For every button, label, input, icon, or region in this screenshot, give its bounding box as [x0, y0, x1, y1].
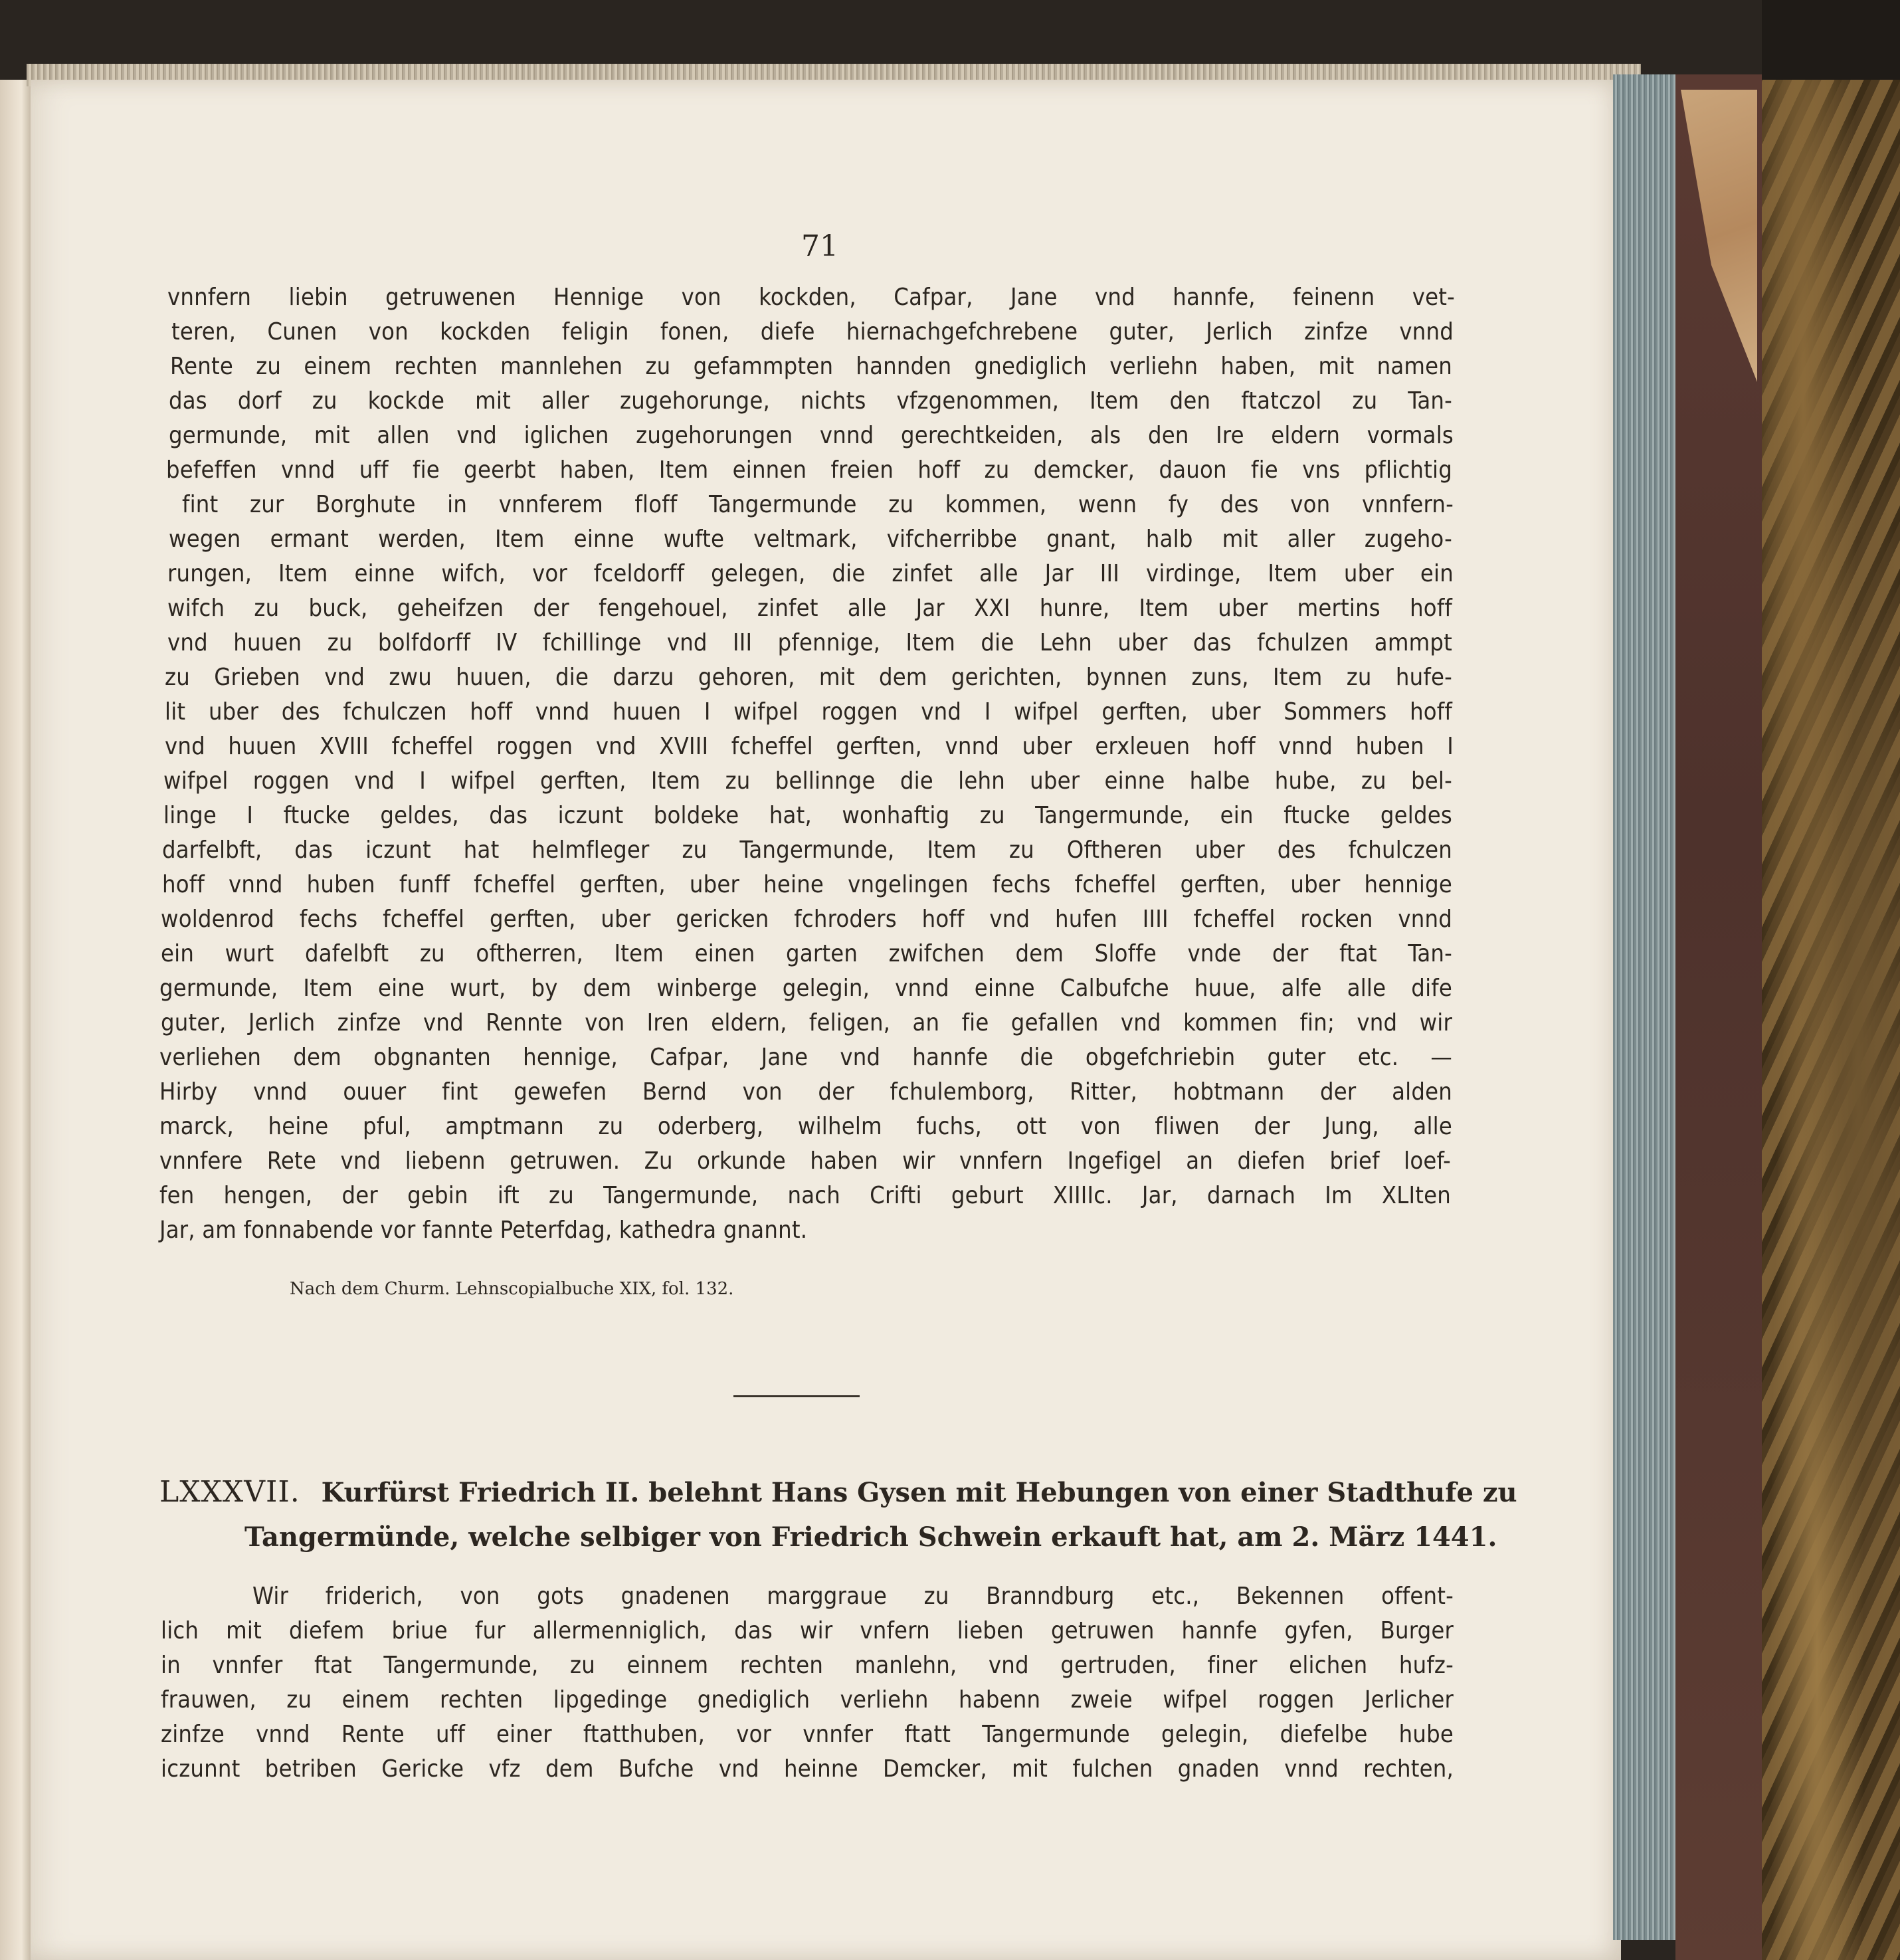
book-page [31, 80, 1621, 1960]
body-line: woldenrod fechs fcheffel gerften, uber gericken fchroders hoff vnd hufen IIII fcheffel rocken vnnd [161, 906, 1452, 933]
body-line: vnd huuen zu bolfdorff IV fchillinge vnd III pfennige, Item die Lehn uber das fchulzen ammpt [167, 629, 1452, 656]
body-line: vnnfere Rete vnd liebenn getruwen. Zu orkunde haben wir vnnfern Ingefigel an diefen brief loef- [159, 1147, 1451, 1175]
document-line: in vnnfer ftat Tangermunde, zu einnem rechten manlehn, vnd gertruden, finer elichen hufz- [161, 1652, 1454, 1679]
heading-title-line1: Kurfürst Friedrich II. belehnt Hans Gysen mit Hebungen von einer Stadthufe zu [321, 1477, 1517, 1508]
body-line: darfelbft, das iczunt hat helmfleger zu Tangermunde, Item zu Oftheren uber des fchulczen [162, 836, 1452, 864]
heading-title-line2: Tangermünde, welche selbiger von Friedrich Schwein erkauft hat, am 2. März 1441. [244, 1521, 1497, 1553]
body-line: fen hengen, der gebin ift zu Tangermunde, nach Crifti geburt XIIIIc. Jar, darnach Im XLIten [159, 1182, 1451, 1209]
document-line: iczunnt betriben Gericke vfz dem Bufche vnd heinne Demcker, mit fulchen gnaden vnnd rechten, [161, 1755, 1454, 1783]
body-line: das dorf zu kockde mit aller zugehorunge, nichts vfzgenommen, Item den ftatczol zu Tan- [169, 387, 1452, 415]
document-line: lich mit diefem briue fur allermenniglich, das wir vnfern lieben getruwen hannfe gyfen, Burger [161, 1617, 1454, 1644]
marbled-endpaper [1762, 0, 1900, 1960]
body-line: vnnfern liebin getruwenen Hennige von kockden, Cafpar, Jane vnd hannfe, feinenn vet- [167, 284, 1455, 311]
body-line: germunde, mit allen vnd iglichen zugehorungen vnnd gerechtkeiden, als den Ire eldern vormals [169, 422, 1454, 449]
document-line: zinfze vnnd Rente uff einer ftatthuben, vor vnnfer ftatt Tangermunde gelegin, diefelbe hube [161, 1721, 1454, 1748]
body-line: guter, Jerlich zinfze vnd Rennte von Iren eldern, feligen, an fie gefallen vnd kommen fin; vnd wir [161, 1009, 1452, 1036]
document-line: Wir friderich, von gots gnadenen marggraue zu Branndburg etc., Bekennen offent- [252, 1583, 1454, 1610]
body-line: Jar, am fonnabende vor fannte Peterfdag, kathedra gnannt. [159, 1217, 808, 1244]
body-line: rungen, Item einne wifch, vor fceldorff gelegen, die zinfet alle Jar III virdinge, Item uber ein [167, 560, 1454, 587]
body-line: hoff vnnd huben funff fcheffel gerften, uber heine vngelingen fechs fcheffel gerften, uber hennige [162, 871, 1452, 898]
body-line: Hirby vnnd ouuer fint gewefen Bernd von der fchulemborg, Ritter, hobtmann der alden [159, 1078, 1452, 1106]
document-line: frauwen, zu einem rechten lipgedinge gnediglich verliehn habenn zweie wifpel roggen Jerlicher [161, 1686, 1454, 1714]
body-line: verliehen dem obgnanten hennige, Cafpar, Jane vnd hannfe die obgefchriebin guter etc. — [159, 1044, 1452, 1071]
body-line: germunde, Item eine wurt, by dem winberge gelegin, vnnd einne Calbufche huue, alfe alle difе [159, 975, 1452, 1002]
body-line: marck, heine pful, amptmann zu oderberg, wilhelm fuchs, ott von fliwen der Jung, alle [159, 1113, 1452, 1140]
left-page-edge [0, 80, 31, 1960]
body-line: linge I ftucke geldes, das iczunt boldeke hat, wonhaftig zu Tangermunde, ein ftucke geldes [163, 802, 1452, 829]
body-line: vnd huuen XVIII fcheffel roggen vnd XVIII fcheffel gerften, vnnd uber erxleuen hoff vnnd huben I [165, 733, 1454, 760]
source-note: Nach dem Churm. Lehnscopialbuche XIX, fol. 132. [290, 1279, 734, 1299]
body-line: befeffen vnnd uff fie geerbt haben, Item einnen freien hoff zu demcker, dauon fie vns pflichtig [166, 456, 1452, 484]
body-line: wifpel roggen vnd I wifpel gerften, Item zu bellinnge die lehn uber einne halbe hube, zu bel- [163, 767, 1452, 795]
background [1762, 0, 1900, 80]
body-line: wifch zu buck, geheifzen der fengehouel, zinfet alle Jar XXI hunre, Item uber mertins hoff [167, 595, 1452, 622]
page-fore-edge [1613, 74, 1675, 1940]
body-line: fint zur Borghute in vnnferem floff Tangermunde zu kommen, wenn fy des von vnnfern- [182, 491, 1454, 518]
body-line: ein wurt dafelbft zu oftherren, Item einen garten zwifchen dem Sloffe vnde der ftat Tan- [161, 940, 1452, 967]
body-line: Rente zu einem rechten mannlehen zu gefammpten hannden gnediglich verliehn haben, mit namen [170, 353, 1452, 380]
body-line: zu Grieben vnd zwu huuen, die darzu gehoren, mit dem gerichten, bynnen zuns, Item zu hufe- [165, 664, 1452, 691]
section-divider [733, 1395, 860, 1397]
body-line: wegen ermant werden, Item einne wufte veltmark, vifcherribbe gnant, halb mit aller zugeho- [169, 526, 1452, 553]
document-number: LXXXVII. [159, 1475, 300, 1509]
body-line: teren, Cunen von kockden feligin fonen, diefe hiernachgefchrebene guter, Jerlich zinfze vnnd [171, 318, 1454, 345]
heading-line-1 [159, 1475, 1517, 1509]
body-line: lit uber des fchulczen hoff vnnd huuen I wifpel roggen vnd I wifpel gerften, uber Sommers hoff [165, 698, 1452, 726]
page-number: 71 [801, 229, 838, 263]
